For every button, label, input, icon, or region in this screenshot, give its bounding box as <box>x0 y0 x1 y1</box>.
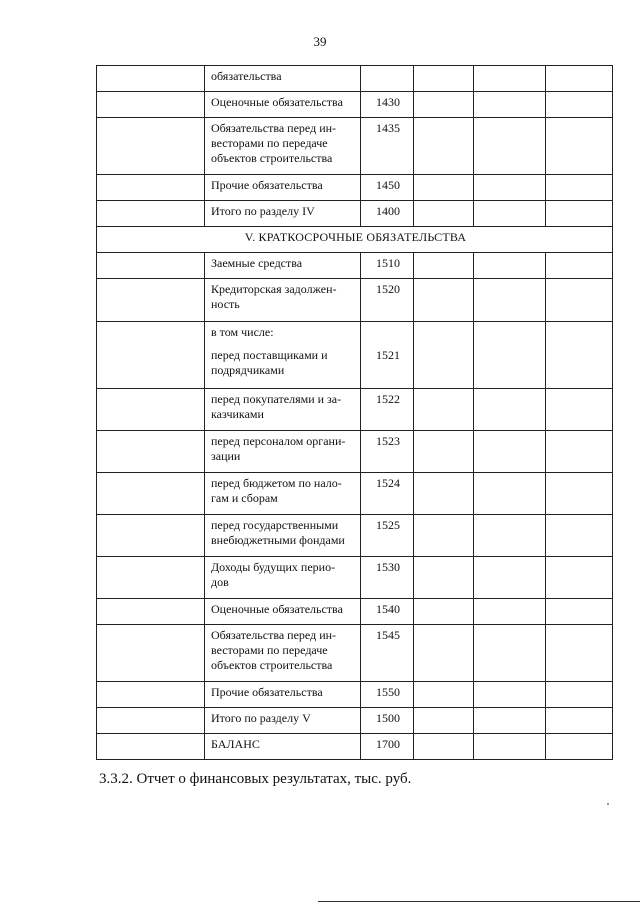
code-cell <box>361 515 414 557</box>
indicator-code: 1520 <box>376 282 400 296</box>
table-row <box>97 389 613 431</box>
indicator-cell <box>205 201 361 227</box>
indicator-cell <box>205 66 361 92</box>
indicator-cell <box>205 92 361 118</box>
explanation-cell <box>97 557 205 599</box>
indicator-code: 1500 <box>376 711 400 725</box>
explanation-cell <box>97 473 205 515</box>
indicator-cell <box>205 734 361 760</box>
indicator-label: перед государственными внебюджетными фондами <box>211 518 345 547</box>
value-cell <box>474 599 546 625</box>
indicator-code: 1430 <box>376 95 400 109</box>
value-cell <box>414 175 474 201</box>
code-cell <box>361 279 414 322</box>
explanation-cell <box>97 708 205 734</box>
value-cell <box>546 557 613 599</box>
code-cell <box>361 175 414 201</box>
indicator-cell <box>205 682 361 708</box>
explanation-cell <box>97 682 205 708</box>
indicator-label: Оценочные обязательства <box>211 602 343 616</box>
value-cell <box>474 625 546 682</box>
table-row <box>97 66 613 92</box>
indicator-code: 1522 <box>376 392 400 406</box>
value-cell <box>474 175 546 201</box>
value-cell <box>414 625 474 682</box>
table-row <box>97 118 613 175</box>
value-cell <box>546 625 613 682</box>
value-cell <box>414 322 474 389</box>
code-cell <box>361 92 414 118</box>
indicator-label: в том числе: <box>211 325 274 339</box>
explanation-cell <box>97 515 205 557</box>
table-row <box>97 625 613 682</box>
indicator-cell <box>205 279 361 322</box>
indicator-label: Прочие обязательства <box>211 178 323 192</box>
indicator-label: Итого по разделу V <box>211 711 311 725</box>
explanation-cell <box>97 118 205 175</box>
table-row <box>97 322 613 389</box>
value-cell <box>414 92 474 118</box>
indicator-label: БАЛАНС <box>211 737 260 751</box>
indicator-label: перед покупателями и за- казчиками <box>211 392 342 421</box>
balance-sheet-table <box>96 65 613 760</box>
bottom-rule <box>318 901 640 902</box>
value-cell <box>414 431 474 473</box>
indicator-cell <box>205 253 361 279</box>
value-cell <box>414 473 474 515</box>
code-cell <box>361 599 414 625</box>
value-cell <box>474 322 546 389</box>
value-cell <box>474 708 546 734</box>
explanation-cell <box>97 389 205 431</box>
value-cell <box>474 66 546 92</box>
indicator-code: 1540 <box>376 602 400 616</box>
indicator-code: 1523 <box>376 434 400 448</box>
value-cell <box>474 279 546 322</box>
indicator-code: 1700 <box>376 737 400 751</box>
value-cell <box>414 557 474 599</box>
indicator-code: 1510 <box>376 256 400 270</box>
value-cell <box>546 201 613 227</box>
value-cell <box>546 279 613 322</box>
value-cell <box>474 389 546 431</box>
code-cell <box>361 473 414 515</box>
value-cell <box>474 682 546 708</box>
value-cell <box>414 708 474 734</box>
indicator-label: Кредиторская задолжен- ность <box>211 282 337 311</box>
code-cell <box>361 625 414 682</box>
indicator-cell <box>205 515 361 557</box>
indicator-cell <box>205 557 361 599</box>
indicator-cell <box>205 322 361 389</box>
value-cell <box>546 599 613 625</box>
explanation-cell <box>97 431 205 473</box>
explanation-cell <box>97 279 205 322</box>
indicator-code: 1524 <box>376 476 400 490</box>
table-row <box>97 473 613 515</box>
indicator-label: обязательства <box>211 69 282 83</box>
value-cell <box>546 175 613 201</box>
value-cell <box>546 92 613 118</box>
value-cell <box>546 708 613 734</box>
value-cell <box>474 473 546 515</box>
scan-speck <box>607 803 609 805</box>
value-cell <box>414 599 474 625</box>
code-cell <box>361 734 414 760</box>
value-cell <box>414 734 474 760</box>
value-cell <box>546 431 613 473</box>
indicator-cell <box>205 625 361 682</box>
code-cell <box>361 431 414 473</box>
value-cell <box>414 201 474 227</box>
value-cell <box>546 473 613 515</box>
value-cell <box>414 118 474 175</box>
section-heading: 3.3.2. Отчет о финансовых результатах, тыс. руб. <box>99 771 412 787</box>
value-cell <box>546 66 613 92</box>
value-cell <box>414 66 474 92</box>
indicator-code: 1435 <box>376 121 400 135</box>
indicator-cell <box>205 431 361 473</box>
table-row <box>97 175 613 201</box>
code-cell <box>361 322 414 389</box>
indicator-label: Прочие обязательства <box>211 685 323 699</box>
indicator-code: 1521 <box>376 348 400 362</box>
explanation-cell <box>97 175 205 201</box>
explanation-cell <box>97 92 205 118</box>
explanation-cell <box>97 625 205 682</box>
indicator-cell <box>205 118 361 175</box>
code-cell <box>361 389 414 431</box>
explanation-cell <box>97 253 205 279</box>
value-cell <box>546 682 613 708</box>
explanation-cell <box>97 599 205 625</box>
value-cell <box>546 253 613 279</box>
explanation-cell <box>97 322 205 389</box>
value-cell <box>414 253 474 279</box>
table-row <box>97 431 613 473</box>
indicator-cell <box>205 389 361 431</box>
table-row <box>97 92 613 118</box>
value-cell <box>414 389 474 431</box>
indicator-code: 1530 <box>376 560 400 574</box>
value-cell <box>546 515 613 557</box>
value-cell <box>474 92 546 118</box>
indicator-label: Обязательства перед ин- весторами по передаче объектов строительства <box>211 121 337 165</box>
value-cell <box>474 734 546 760</box>
indicator-cell <box>205 708 361 734</box>
code-cell <box>361 253 414 279</box>
value-cell <box>414 682 474 708</box>
code-cell <box>361 557 414 599</box>
page-number: 39 <box>313 34 327 49</box>
explanation-cell <box>97 201 205 227</box>
table-row <box>97 557 613 599</box>
indicator-label: перед бюджетом по нало- гам и сборам <box>211 476 342 505</box>
code-cell <box>361 201 414 227</box>
explanation-cell <box>97 734 205 760</box>
value-cell <box>546 389 613 431</box>
code-cell <box>361 708 414 734</box>
indicator-label-secondary: перед поставщиками и подрядчиками <box>211 348 328 377</box>
indicator-code: 1450 <box>376 178 400 192</box>
section-title: V. КРАТКОСРОЧНЫЕ ОБЯЗАТЕЛЬСТВА <box>244 230 467 244</box>
table-row <box>97 515 613 557</box>
value-cell <box>474 431 546 473</box>
value-cell <box>546 322 613 389</box>
indicator-label: Заемные средства <box>211 256 303 270</box>
table-row <box>97 253 613 279</box>
code-cell <box>361 118 414 175</box>
value-cell <box>546 734 613 760</box>
table-row <box>97 201 613 227</box>
indicator-cell <box>205 599 361 625</box>
indicator-code: 1550 <box>376 685 400 699</box>
value-cell <box>474 557 546 599</box>
table-row <box>97 279 613 322</box>
section-header-row <box>97 227 613 253</box>
section-title-cell <box>97 227 613 253</box>
indicator-label: Доходы будущих перио- дов <box>211 560 336 589</box>
table-row <box>97 734 613 760</box>
value-cell <box>414 515 474 557</box>
indicator-label: Оценочные обязательства <box>211 95 343 109</box>
indicator-code: 1545 <box>376 628 400 642</box>
value-cell <box>546 118 613 175</box>
table-row <box>97 708 613 734</box>
indicator-code: 1525 <box>376 518 400 532</box>
value-cell <box>474 515 546 557</box>
indicator-cell <box>205 473 361 515</box>
indicator-label: Обязательства перед ин- весторами по передаче объектов строительства <box>211 628 337 672</box>
table-row <box>97 682 613 708</box>
code-cell <box>361 682 414 708</box>
indicator-code: 1400 <box>376 204 400 218</box>
value-cell <box>474 253 546 279</box>
value-cell <box>474 118 546 175</box>
value-cell <box>414 279 474 322</box>
code-cell <box>361 66 414 92</box>
indicator-cell <box>205 175 361 201</box>
value-cell <box>474 201 546 227</box>
indicator-label: Итого по разделу IV <box>211 204 315 218</box>
indicator-label: перед персоналом органи- зации <box>211 434 346 463</box>
explanation-cell <box>97 66 205 92</box>
table-row <box>97 599 613 625</box>
